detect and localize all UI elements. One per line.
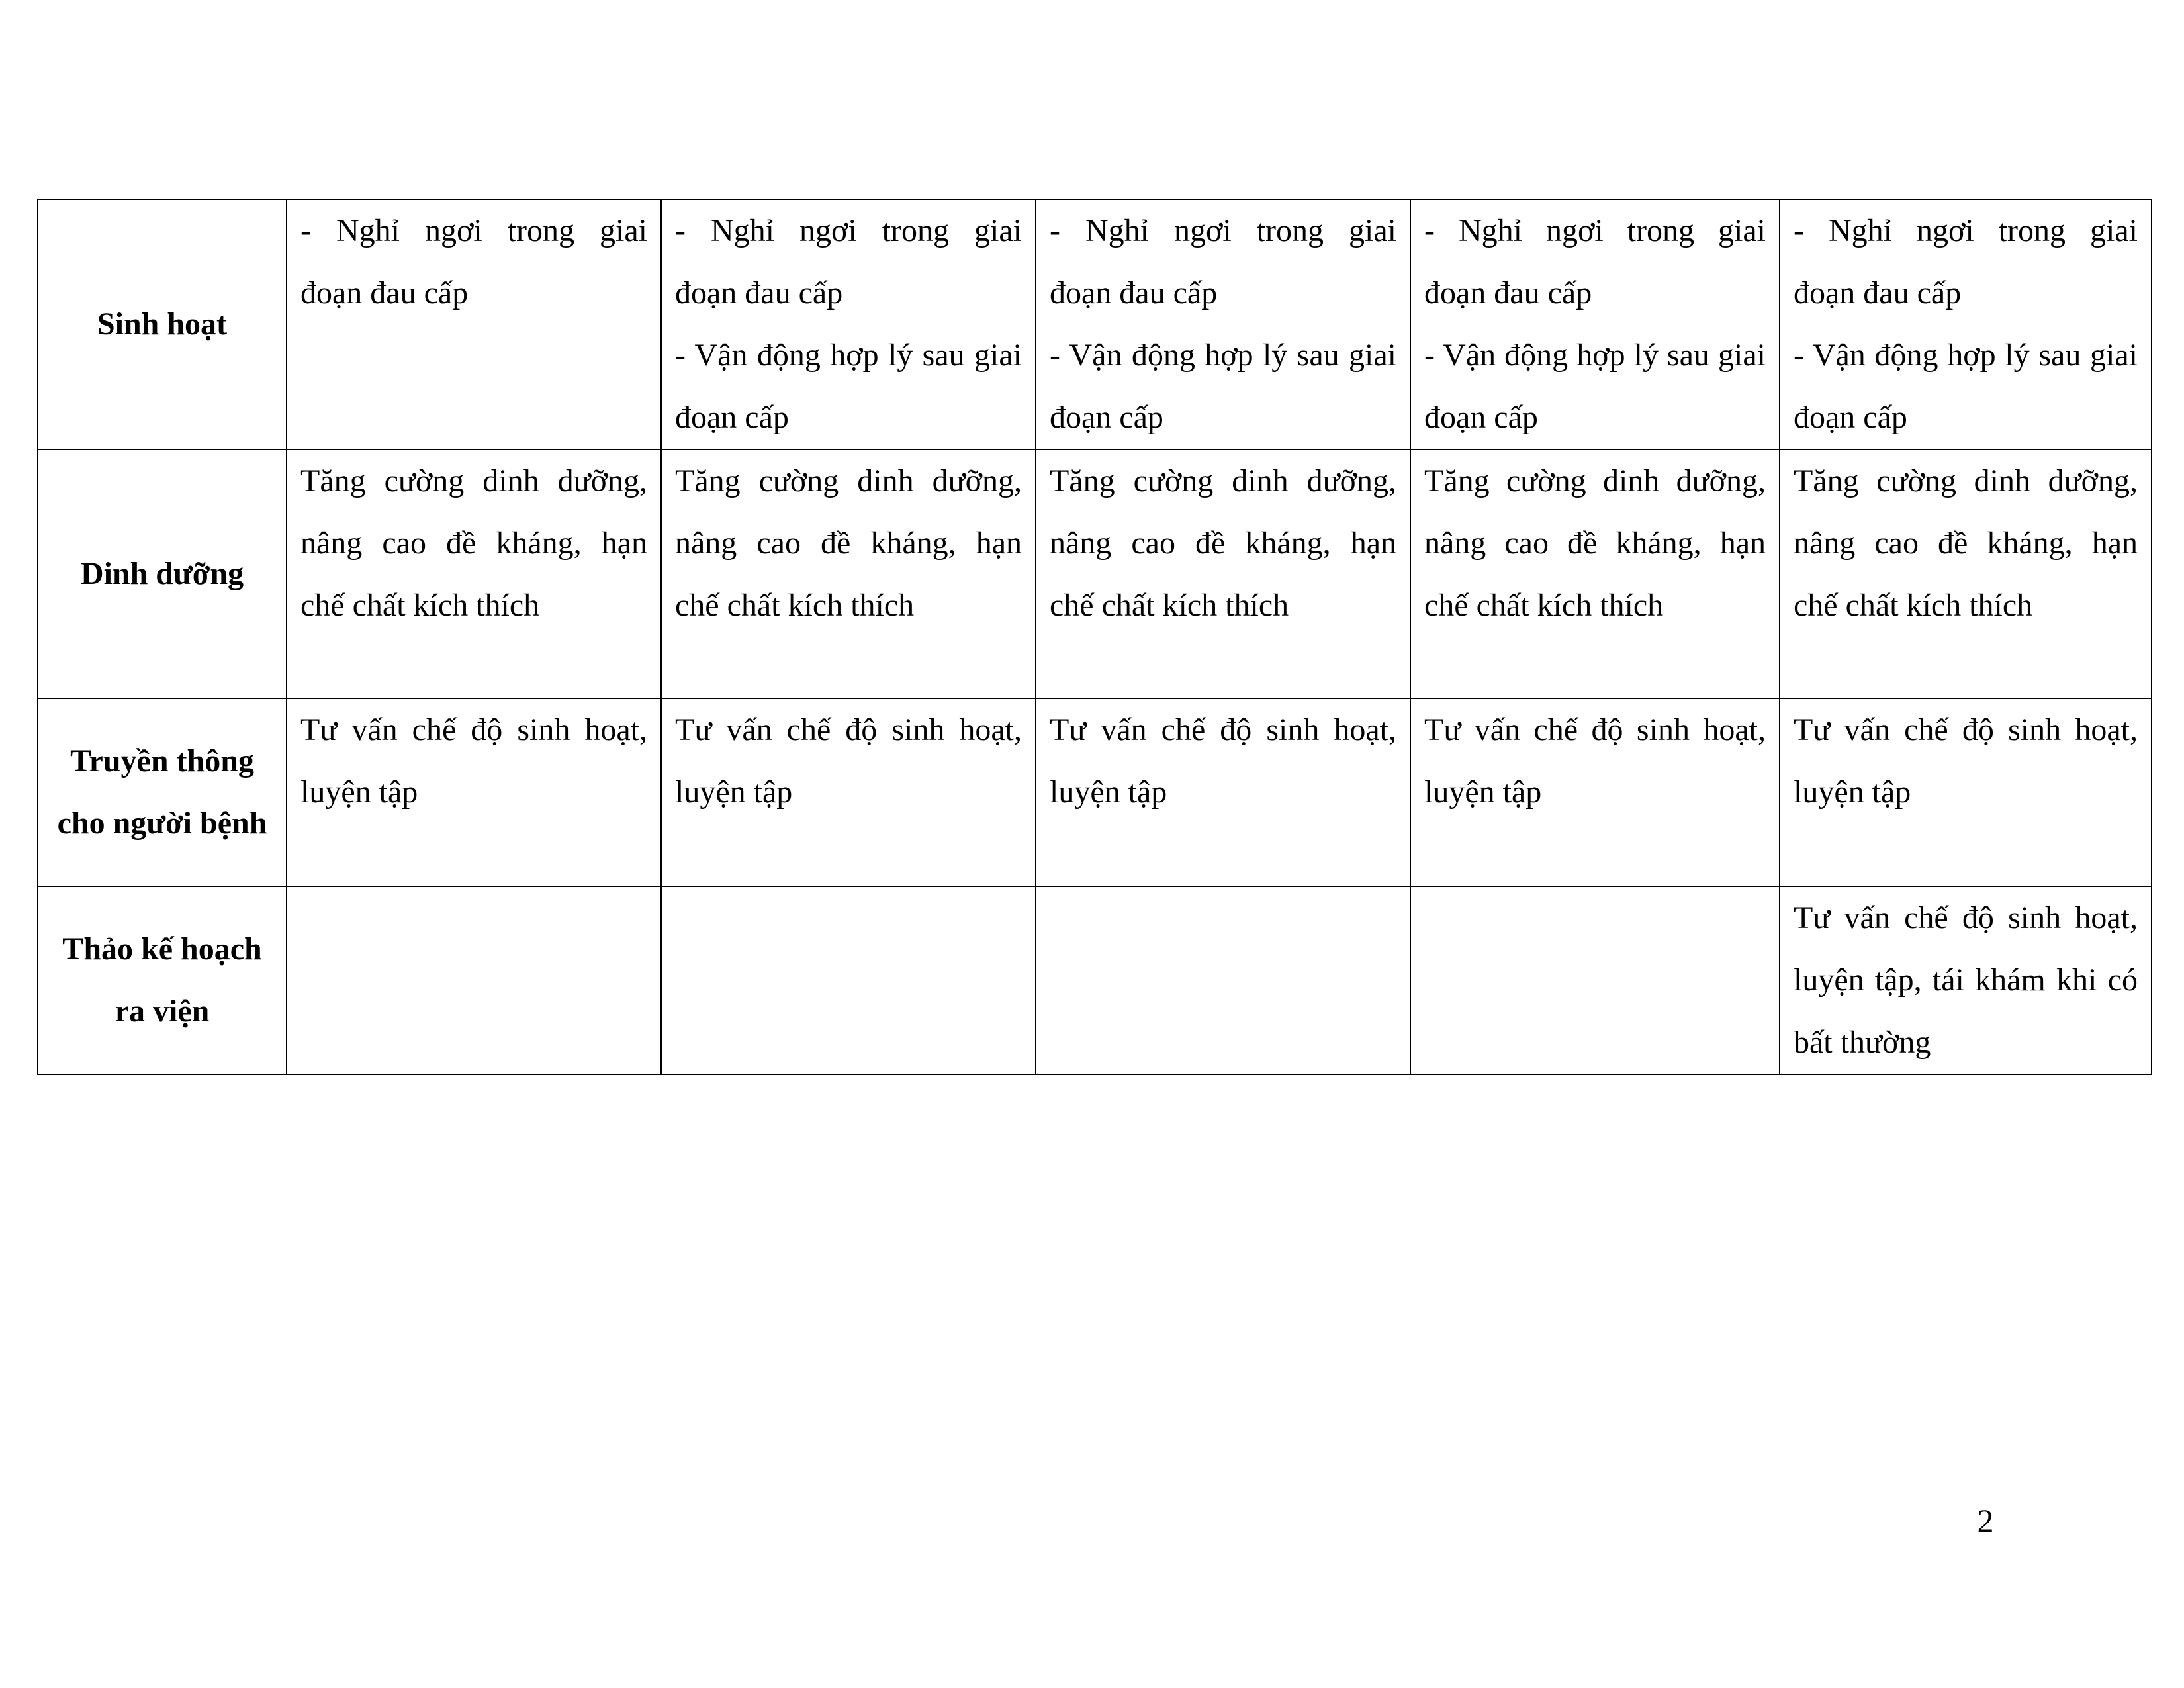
table-cell [1410,449,1780,698]
cell-line: - Nghỉ ngơi trong giai đoạn đau cấp [675,213,1022,310]
table-row [38,199,2152,449]
table-cell [661,199,1036,449]
page-number: 2 [1977,1502,1994,1539]
table-cell [1410,698,1780,886]
table-cell [1780,698,2152,886]
table-cell [287,698,661,886]
table-cell [287,199,661,449]
table-cell [1036,698,1410,886]
cell-line: - Vận động hợp lý sau giai đoạn cấp [1794,338,2138,435]
table-cell [287,449,661,698]
cell-line: Tư vấn chế độ sinh hoạt, luyện tập [1050,712,1396,810]
row-label: Truyền thông cho người bệnh [38,698,287,886]
table-cell [1780,886,2152,1074]
table-cell [1410,199,1780,449]
cell-line: - Nghỉ ngơi trong giai đoạn đau cấp [1794,213,2138,310]
row-label: Thảo kế hoạch ra viện [38,886,287,1074]
cell-line: - Vận động hợp lý sau giai đoạn cấp [1050,338,1396,435]
table-cell [1780,449,2152,698]
cell-line: Tăng cường dinh dưỡng, nâng cao đề kháng, hạn chế chất kích thích [1050,463,1396,623]
cell-line: - Vận động hợp lý sau giai đoạn cấp [1424,338,1766,435]
table-cell [1036,449,1410,698]
cell-line: - Nghỉ ngơi trong giai đoạn đau cấp [1050,213,1396,310]
table-cell-empty [1410,886,1780,1074]
table-cell-empty [287,886,661,1074]
table-cell [661,449,1036,698]
cell-line: Tăng cường dinh dưỡng, nâng cao đề kháng, hạn chế chất kích thích [675,463,1022,623]
table-cell [1780,199,2152,449]
cell-line: Tư vấn chế độ sinh hoạt, luyện tập [1794,712,2138,810]
table-cell-empty [661,886,1036,1074]
cell-line: Tăng cường dinh dưỡng, nâng cao đề kháng, hạn chế chất kích thích [1794,463,2138,623]
table-cell [1036,199,1410,449]
table-row [38,698,2152,886]
table-cell-empty [1036,886,1410,1074]
row-label: Sinh hoạt [38,199,287,449]
cell-line: - Nghỉ ngơi trong giai đoạn đau cấp [300,213,647,310]
row-label: Dinh dưỡng [38,449,287,698]
cell-line: Tư vấn chế độ sinh hoạt, luyện tập [1424,712,1766,810]
cell-line: Tư vấn chế độ sinh hoạt, luyện tập [675,712,1022,810]
cell-line: Tư vấn chế độ sinh hoạt, luyện tập [300,712,647,810]
cell-line: Tăng cường dinh dưỡng, nâng cao đề kháng, hạn chế chất kích thích [1424,463,1766,623]
cell-line: - Nghỉ ngơi trong giai đoạn đau cấp [1424,213,1766,310]
table-row [38,886,2152,1074]
care-plan-table [37,199,2152,1075]
cell-line: Tư vấn chế độ sinh hoạt, luyện tập, tái khám khi có bất thường [1794,900,2138,1060]
table-cell [661,698,1036,886]
table-row [38,449,2152,698]
cell-line: Tăng cường dinh dưỡng, nâng cao đề kháng, hạn chế chất kích thích [300,463,647,623]
cell-line: - Vận động hợp lý sau giai đoạn cấp [675,338,1022,435]
